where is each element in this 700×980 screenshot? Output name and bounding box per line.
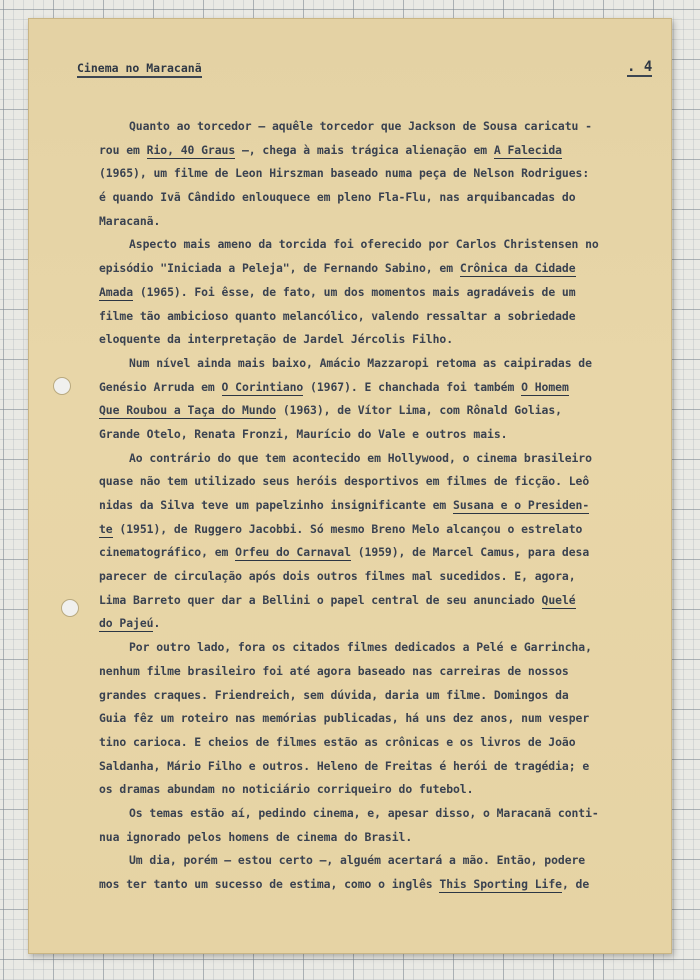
text-line: [99, 684, 669, 708]
text-segment: quase não tem utilizado seus heróis desportivos em filmes de ficção. Leô: [99, 474, 590, 489]
text-segment: nidas da Silva teve um papelzinho insignificante em: [99, 498, 454, 512]
text-line: [99, 802, 669, 826]
text-line: [99, 233, 669, 257]
text-segment: , de: [561, 877, 590, 891]
text-segment: (1967). E chanchada foi também: [303, 379, 522, 394]
body-text: [99, 115, 669, 897]
text-segment: eloquente da interpretação de Jardel Jércolis Filho.: [99, 332, 454, 347]
paragraph: [99, 447, 669, 637]
text-segment: tino carioca. E cheios de filmes estão as crônicas e os livros de João: [99, 734, 576, 749]
paragraph: [99, 636, 669, 802]
paragraph: [99, 802, 669, 849]
text-segment: cinematográfico, em: [99, 545, 236, 560]
text-segment: Guia fêz um roteiro nas memórias publicadas, há uns dez anos, num vesper: [99, 711, 590, 726]
page-number: [627, 59, 652, 77]
text-line: [99, 186, 669, 210]
page-header: [77, 61, 202, 78]
text-line: [99, 707, 669, 731]
underlined-title: O Corintiano: [221, 379, 304, 394]
text-line: [99, 589, 669, 613]
text-line: [99, 755, 669, 779]
text-segment: Saldanha, Mário Filho e outros. Heleno de Freitas é herói de tragédia; e: [99, 758, 590, 773]
text-line: [99, 257, 669, 281]
text-line: [99, 210, 669, 234]
text-line: [99, 423, 669, 447]
text-line: [99, 399, 669, 423]
underlined-title: Quelé: [541, 592, 576, 607]
text-line: [99, 518, 669, 542]
text-segment: Genésio Arruda em: [99, 379, 222, 394]
text-segment: Por outro lado, fora os citados filmes dedicados a Pelé e Garrincha,: [129, 640, 592, 655]
page-number-text: . 4: [627, 59, 653, 75]
text-segment: parecer de circulação após dois outros filmes mal sucedidos. E, agora,: [99, 569, 576, 584]
paragraph: [99, 115, 669, 233]
text-line: [99, 352, 669, 376]
text-line: [99, 873, 669, 897]
text-segment: filme tão ambicioso quanto melancólico, valendo ressaltar a sobriedade: [99, 308, 576, 323]
text-segment: Os temas estão aí, pedindo cinema, e, apesar disso, o Maracanã conti-: [129, 805, 599, 820]
text-segment: .: [153, 616, 161, 631]
text-line: [99, 778, 669, 802]
text-segment: os dramas abundam no noticiário corriqueiro do futebol.: [99, 782, 474, 797]
text-segment: Ao contrário do que tem acontecido em Hollywood, o cinema brasileiro: [129, 450, 592, 465]
underlined-title: A Falecida: [493, 142, 562, 157]
text-line: [99, 494, 669, 518]
text-line: [99, 447, 669, 471]
text-line: [99, 731, 669, 755]
typewritten-page: [28, 18, 672, 954]
text-line: [99, 376, 669, 400]
text-segment: Lima Barreto quer dar a Bellini o papel central de seu anunciado: [99, 592, 542, 607]
text-line: [99, 281, 669, 305]
text-segment: mos ter tanto um sucesso de estima, como o inglês: [99, 877, 440, 891]
text-segment: Grande Otelo, Renata Fronzi, Maurício do Vale e outros mais.: [99, 426, 508, 441]
text-line: [99, 826, 669, 850]
text-segment: episódio "Iniciada a Peleja", de Fernando Sabino, em: [99, 261, 460, 276]
underlined-title: Orfeu do Carnaval: [235, 545, 351, 560]
text-line: [99, 636, 669, 660]
text-segment: (1959), de Marcel Camus, para desa: [350, 545, 590, 560]
underlined-title: This Sporting Life: [439, 877, 562, 891]
text-segment: (1965), um filme de Leon Hirszman baseado numa peça de Nelson Rodrigues:: [99, 166, 590, 181]
paragraph: [99, 233, 669, 351]
text-line: [99, 305, 669, 329]
text-line: [99, 470, 669, 494]
text-segment: (1963), de Vítor Lima, com Rônald Golias,: [276, 403, 562, 418]
text-segment: rou em: [99, 142, 147, 157]
text-segment: grandes craques. Friendreich, sem dúvida, daria um filme. Domingos da: [99, 687, 569, 702]
punch-hole: [61, 599, 79, 617]
text-segment: nenhum filme brasileiro foi até agora baseado nas carreiras de nossos: [99, 663, 569, 678]
header-title: Cinema no Maracanã: [77, 61, 202, 78]
text-segment: (1965). Foi êsse, de fato, um dos momentos mais agradáveis de um: [133, 284, 576, 299]
text-segment: Um dia, porém — estou certo —, alguém acertará a mão. Então, podere: [129, 853, 586, 868]
underlined-title: Amada: [99, 284, 134, 299]
text-line: [99, 660, 669, 684]
underlined-title: Que Roubou a Taça do Mundo: [99, 403, 277, 418]
text-segment: nua ignorado pelos homens de cinema do Brasil.: [99, 829, 413, 844]
paragraph: [99, 849, 669, 896]
text-line: [99, 139, 669, 163]
underlined-title: O Homem: [521, 379, 569, 394]
underlined-title: do Pajeú: [99, 616, 154, 631]
underlined-title: Susana e o Presiden-: [453, 498, 590, 512]
text-line: [99, 162, 669, 186]
text-segment: Num nível ainda mais baixo, Amácio Mazzaropi retoma as caipiradas de: [129, 355, 592, 370]
text-line: [99, 541, 669, 565]
underlined-title: Crônica da Cidade: [459, 261, 576, 276]
text-line: [99, 849, 669, 873]
text-segment: —, chega à mais trágica alienação em: [235, 142, 494, 157]
underlined-title: te: [99, 521, 113, 536]
text-line: [99, 612, 669, 636]
text-segment: Quanto ao torcedor — aquêle torcedor que Jackson de Sousa caricatu -: [129, 119, 592, 133]
text-line: [99, 328, 669, 352]
text-segment: é quando Ivã Cândido enlouquece em pleno Fla-Flu, nas arquibancadas do: [99, 190, 576, 205]
text-line: [99, 115, 669, 139]
text-segment: Aspecto mais ameno da torcida foi oferecido por Carlos Christensen no: [129, 237, 599, 252]
text-segment: Maracanã.: [99, 213, 161, 228]
text-line: [99, 565, 669, 589]
underlined-title: Rio, 40 Graus: [146, 142, 236, 157]
paragraph: [99, 352, 669, 447]
text-segment: (1951), de Ruggero Jacobbi. Só mesmo Breno Melo alcançou o estrelato: [112, 521, 583, 536]
punch-hole: [53, 377, 71, 395]
